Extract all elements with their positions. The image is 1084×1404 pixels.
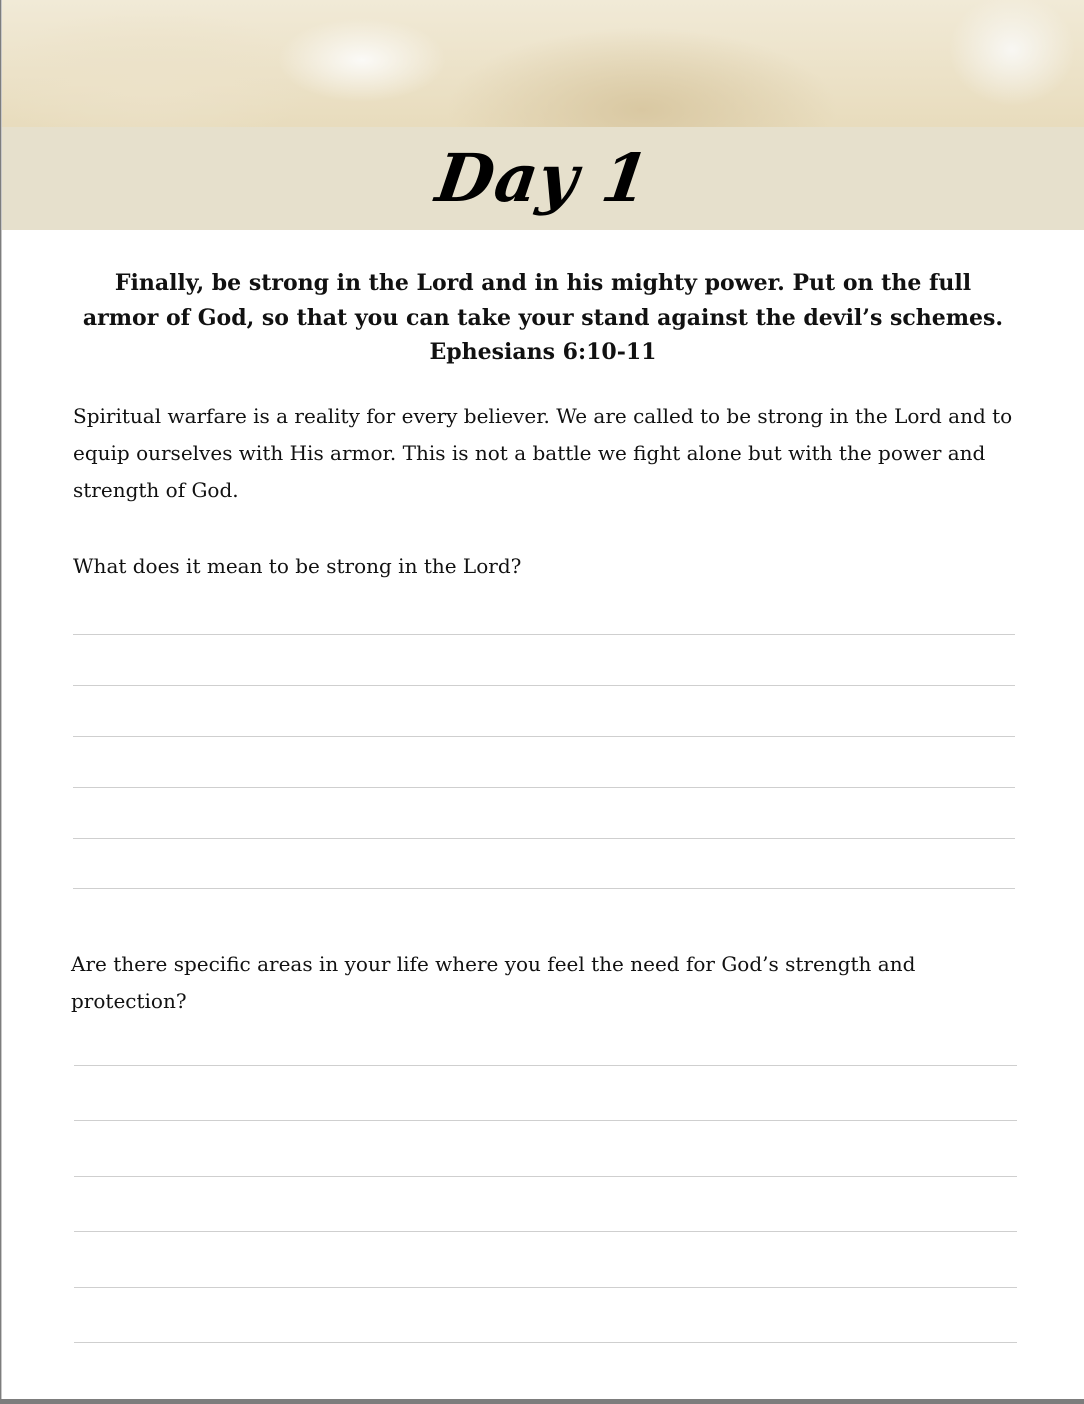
answer-line[interactable] [74, 1120, 1017, 1121]
scripture-verse: Finally, be strong in the Lord and in his mighty power. Put on the full armor of God, so that you can take your stand against the devil’s schemes. Ephesians 6:10-11 [82, 270, 1004, 365]
journal-page [1, 0, 1084, 1399]
answer-line[interactable] [74, 1342, 1017, 1343]
page-title: Day 1 [431, 139, 655, 217]
answer-line[interactable] [74, 1231, 1017, 1232]
answer-line[interactable] [73, 685, 1015, 686]
answer-line[interactable] [73, 888, 1015, 889]
answer-line[interactable] [73, 736, 1015, 737]
answer-line[interactable] [73, 634, 1015, 635]
answer-line[interactable] [73, 787, 1015, 788]
stained-paper-banner [2, 0, 1084, 127]
answer-line[interactable] [74, 1176, 1017, 1177]
answer-line[interactable] [73, 838, 1015, 839]
answer-line[interactable] [74, 1065, 1017, 1066]
question-2: Are there specific areas in your life where you feel the need for God’s strength and protection? [71, 952, 916, 1013]
answer-line[interactable] [74, 1287, 1017, 1288]
question-1: What does it mean to be strong in the Lord? [73, 554, 522, 578]
intro-paragraph: Spiritual warfare is a reality for every believer. We are called to be strong in the Lord and to equip ourselves with His armor. This is not a battle we fight alone but with the power and strength of God. [73, 404, 1013, 502]
